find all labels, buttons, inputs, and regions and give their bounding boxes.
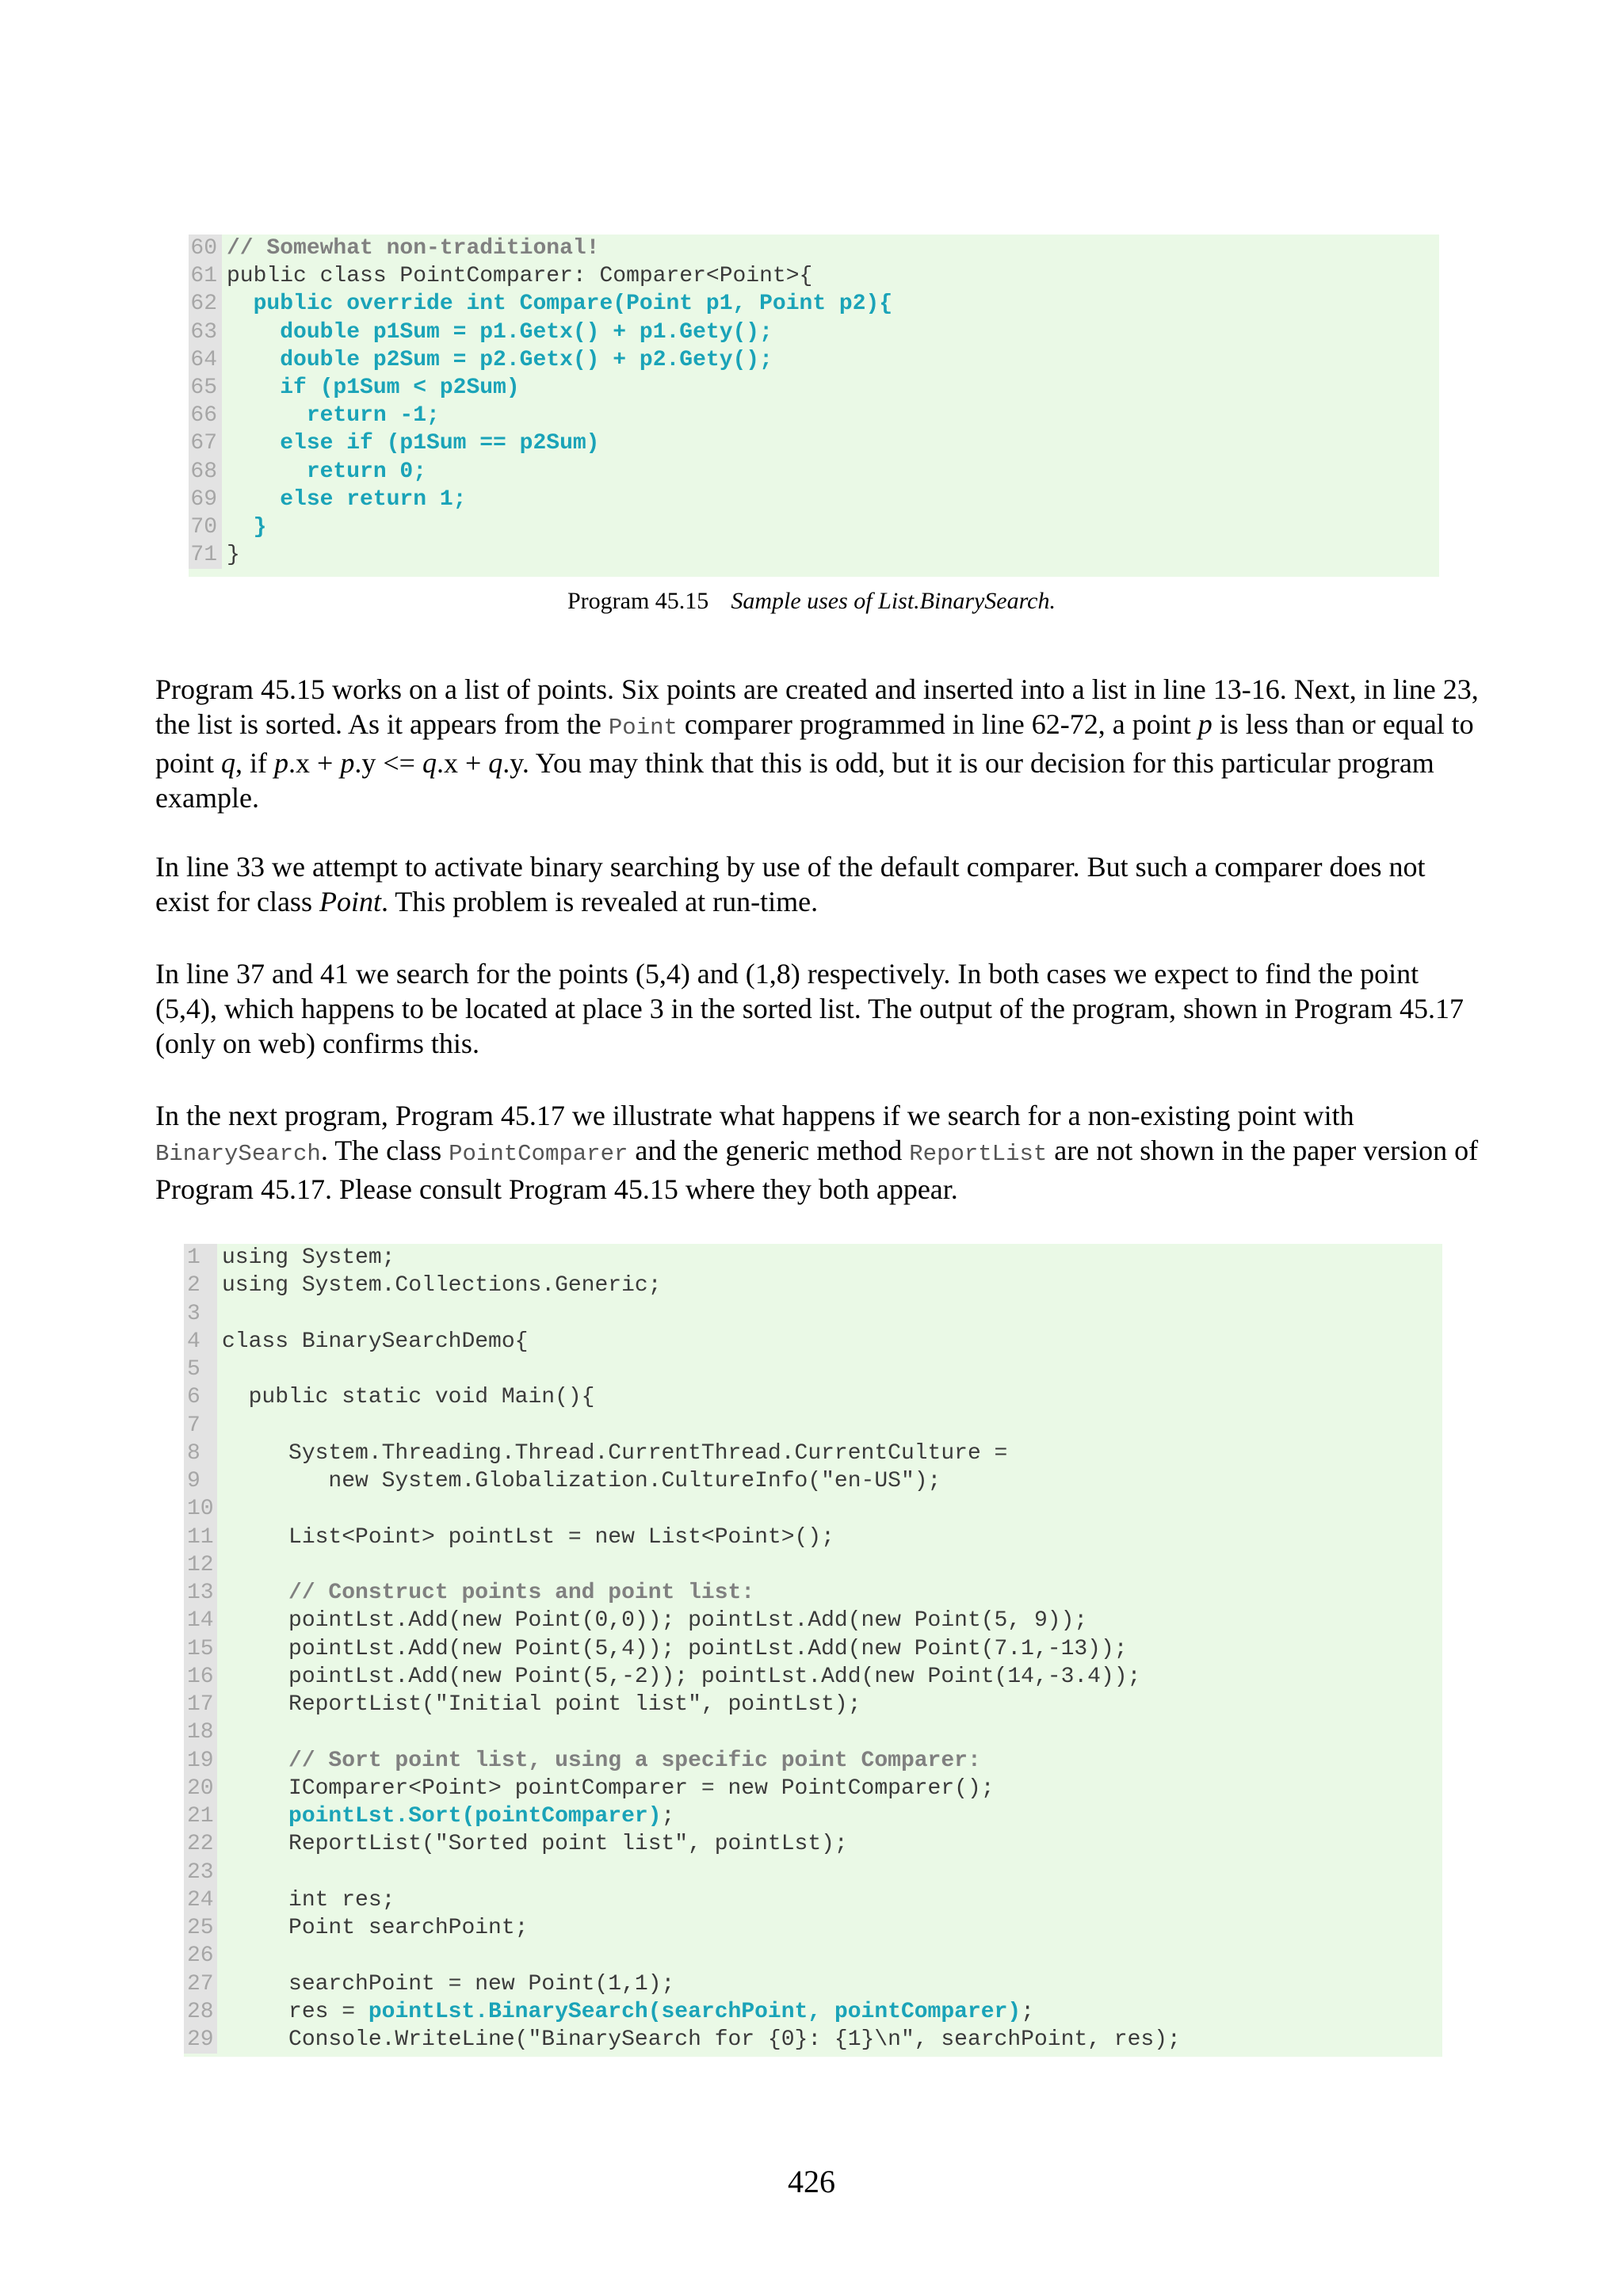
code-segment: public static void Main(){ <box>222 1385 595 1410</box>
para4-code-binarysearch: BinarySearch <box>155 1141 321 1167</box>
line-number: 5 <box>184 1356 217 1383</box>
line-number: 18 <box>184 1718 217 1746</box>
code-line <box>184 1830 1442 1858</box>
code-line <box>184 1998 1442 2026</box>
line-number: 29 <box>184 2026 217 2054</box>
line-number: 68 <box>189 458 222 486</box>
line-number: 64 <box>189 346 222 374</box>
line-number: 62 <box>189 290 222 318</box>
line-number: 23 <box>184 1859 217 1886</box>
code-text <box>217 1691 861 1718</box>
code-text <box>217 1998 1034 2026</box>
line-number: 12 <box>184 1551 217 1579</box>
code-text <box>217 1635 1128 1663</box>
line-number: 69 <box>189 486 222 513</box>
line-number: 19 <box>184 1747 217 1775</box>
code-segment <box>222 1804 288 1829</box>
code-text <box>217 1272 662 1299</box>
code-segment: System.Threading.Thread.CurrentThread.CurrentCulture = <box>222 1440 1008 1466</box>
code-line <box>189 541 1439 569</box>
line-number: 67 <box>189 429 222 457</box>
code-segment: new System.Globalization.CultureInfo("en-US"); <box>222 1469 941 1493</box>
line-number: 14 <box>184 1607 217 1634</box>
caption-title: Sample uses of List.BinarySearch. <box>731 588 1056 614</box>
line-number: 26 <box>184 1942 217 1970</box>
code-line <box>189 318 1439 346</box>
line-number: 17 <box>184 1691 217 1718</box>
code-text <box>217 1802 674 1830</box>
code-line <box>184 1244 1442 1272</box>
code-line <box>184 1802 1442 1830</box>
para1-text-1: Program 45.15 works on a list of points. Six points are created and inserted into a list in line 13-16. Next, in line 23, the list is sorted. As it appears from the <box>155 673 1479 740</box>
line-number: 65 <box>189 374 222 402</box>
para4-code-pointcomparer: PointComparer <box>449 1141 628 1167</box>
code-text <box>217 1495 222 1523</box>
line-number: 27 <box>184 1970 217 1998</box>
code-line <box>189 290 1439 318</box>
code-text: double p1Sum = p1.Getx() + p1.Gety(); <box>227 319 773 345</box>
para1-code-point: Point <box>608 715 678 741</box>
code-text <box>217 1440 1007 1467</box>
code-segment: Point searchPoint; <box>222 1916 529 1940</box>
para2-text-1: In line 33 we attempt to activate binary searching by use of the default comparer. But such a comparer does not exist for class <box>155 851 1426 917</box>
para1-var-p: p <box>1197 708 1212 740</box>
code-line <box>184 1775 1442 1802</box>
code-text: // Somewhat non-traditional! <box>227 236 600 261</box>
code-comment: // Construct points and point list: <box>222 1581 755 1605</box>
code-line <box>184 1383 1442 1411</box>
code-text: } <box>227 543 240 568</box>
paragraph-4 <box>155 1098 1479 1207</box>
code-text <box>217 1300 222 1328</box>
code-text: double p2Sum = p2.Getx() + p2.Gety(); <box>227 347 773 372</box>
code-text <box>217 2026 1181 2054</box>
code-line <box>184 1886 1442 1914</box>
para4-text-1: In the next program, Program 45.17 we illustrate what happens if we search for a non-existing point with <box>155 1100 1354 1131</box>
line-number: 63 <box>189 318 222 346</box>
code-line <box>189 486 1439 513</box>
code-segment: IComparer<Point> pointComparer = new PointComparer(); <box>222 1775 995 1801</box>
para4-text-4: are not shown in the paper version of Program 45.17. Please consult Program 45.15 where they both appear. <box>155 1135 1479 1205</box>
para1-text-4: , if <box>235 747 275 779</box>
line-number: 2 <box>184 1272 217 1299</box>
code-segment: pointLst.Add(new Point(5,4)); pointLst.Add(new Point(7.1,-13)); <box>222 1636 1128 1661</box>
para4-text-3: and the generic method <box>628 1135 910 1166</box>
code-text <box>217 1663 1140 1691</box>
line-number: 16 <box>184 1663 217 1691</box>
code-text: return -1; <box>227 403 440 429</box>
code-segment: List<Point> pointLst = new List<Point>(); <box>222 1524 834 1550</box>
paragraph-2 <box>155 849 1479 919</box>
code-comment: // Sort point list, using a specific point Comparer: <box>222 1748 981 1773</box>
code-line <box>189 429 1439 457</box>
code-line <box>184 1412 1442 1440</box>
line-number: 25 <box>184 1914 217 1942</box>
code-text: else return 1; <box>227 486 467 512</box>
code-line <box>184 1607 1442 1634</box>
code-text <box>217 1970 674 1998</box>
para2-class-point: Point <box>319 886 381 917</box>
para2-text-2: . This problem is revealed at run-time. <box>380 886 819 917</box>
code-text <box>217 1551 222 1579</box>
code-segment: using System.Collections.Generic; <box>222 1273 662 1299</box>
code-line <box>189 458 1439 486</box>
code-segment: pointLst.Add(new Point(0,0)); pointLst.Add(new Point(5, 9)); <box>222 1608 1088 1634</box>
code-listing-2 <box>184 1244 1442 2057</box>
code-segment: ReportList("Initial point list", pointLst); <box>222 1692 861 1717</box>
code-line <box>184 1635 1442 1663</box>
code-text <box>217 1244 395 1272</box>
para1-var-q3: q <box>488 747 503 779</box>
code-line <box>189 374 1439 402</box>
line-number: 60 <box>189 235 222 262</box>
code-line <box>184 1663 1442 1691</box>
para4-code-reportlist: ReportList <box>909 1141 1048 1167</box>
line-number: 6 <box>184 1383 217 1411</box>
code-line <box>184 1942 1442 1970</box>
code-segment: pointLst.Add(new Point(5,-2)); pointLst.Add(new Point(14,-3.4)); <box>222 1664 1141 1689</box>
paragraph-1 <box>155 672 1479 815</box>
line-number: 22 <box>184 1830 217 1858</box>
code-line <box>189 262 1439 290</box>
line-number: 70 <box>189 513 222 541</box>
para1-var-p3: p <box>340 747 355 779</box>
code-text <box>217 1886 395 1914</box>
code-line <box>184 1691 1442 1718</box>
code-text <box>217 1747 981 1775</box>
code-listing-1 <box>189 235 1439 577</box>
code-line <box>184 1970 1442 1998</box>
line-number: 24 <box>184 1886 217 1914</box>
code-text: public override int Compare(Point p1, Point p2){ <box>227 292 893 317</box>
code-line <box>184 2026 1442 2054</box>
line-number: 7 <box>184 1412 217 1440</box>
code-line <box>184 1551 1442 1579</box>
code-highlight: pointLst.Sort(pointComparer) <box>288 1804 662 1829</box>
code-text: public class PointComparer: Comparer<Point>{ <box>227 264 813 289</box>
code-text <box>217 1607 1087 1634</box>
code-segment: ReportList("Sorted point list", pointLst); <box>222 1832 848 1857</box>
para1-text-8: .y. You may think that this is odd, but it is our decision for this particular program example. <box>155 747 1434 814</box>
code-text: return 0; <box>227 459 427 484</box>
code-text <box>217 1328 528 1356</box>
code-text <box>217 1356 222 1383</box>
code-highlight: pointLst.BinarySearch(searchPoint, pointComparer) <box>368 1999 1022 2024</box>
para1-text-2: comparer programmed in line 62-72, a point <box>677 708 1198 740</box>
paragraph-3: In line 37 and 41 we search for the points (5,4) and (1,8) respectively. In both cases we expect to find the point (5,4), which happens to be located at place 3 in the sorted list. The output of the program, shown in Program 45.17 (only on web) confirms this. <box>155 958 1464 1059</box>
line-number: 8 <box>184 1440 217 1467</box>
line-number: 20 <box>184 1775 217 1802</box>
code-text <box>217 1467 941 1495</box>
code-line <box>184 1718 1442 1746</box>
code-segment: ; <box>1021 1999 1034 2024</box>
code-line <box>184 1859 1442 1886</box>
code-text: if (p1Sum < p2Sum) <box>227 375 520 400</box>
line-number: 3 <box>184 1300 217 1328</box>
page-number: 426 <box>788 2164 835 2199</box>
code-segment: res = <box>222 1999 369 2024</box>
code-line <box>189 235 1439 262</box>
code-text <box>217 1524 834 1551</box>
code-line <box>184 1495 1442 1523</box>
code-line <box>184 1914 1442 1942</box>
line-number: 28 <box>184 1998 217 2026</box>
para1-var-q2: q <box>422 747 437 779</box>
code-line <box>184 1524 1442 1551</box>
code-text <box>217 1914 528 1942</box>
code-text <box>217 1718 222 1746</box>
code-text <box>217 1383 594 1411</box>
line-number: 4 <box>184 1328 217 1356</box>
code-line <box>184 1467 1442 1495</box>
code-line <box>184 1328 1442 1356</box>
code-line <box>184 1356 1442 1383</box>
code-segment: class BinarySearchDemo{ <box>222 1329 529 1354</box>
code-line <box>189 346 1439 374</box>
code-line <box>189 402 1439 429</box>
code-segment: searchPoint = new Point(1,1); <box>222 1971 675 1997</box>
code-line <box>184 1272 1442 1299</box>
code-line <box>184 1300 1442 1328</box>
code-line <box>184 1440 1442 1467</box>
para1-var-p2: p <box>274 747 289 779</box>
para1-var-q: q <box>221 747 236 779</box>
line-number: 71 <box>189 541 222 569</box>
line-number: 21 <box>184 1802 217 1830</box>
code-text <box>217 1775 995 1802</box>
para1-text-3: is less than or equal to point <box>155 708 1474 779</box>
para4-text-2: . The class <box>320 1135 449 1166</box>
code-text <box>217 1859 222 1886</box>
code-text: else if (p1Sum == p2Sum) <box>227 431 600 456</box>
line-number: 10 <box>184 1495 217 1523</box>
line-number: 9 <box>184 1467 217 1495</box>
line-number: 11 <box>184 1524 217 1551</box>
caption-label: Program 45.15 <box>567 588 709 614</box>
code-text: } <box>227 514 267 540</box>
line-number: 66 <box>189 402 222 429</box>
para1-text-6: .y <= <box>354 747 422 779</box>
code-line <box>184 1579 1442 1607</box>
code-segment: ; <box>661 1804 675 1829</box>
line-number: 13 <box>184 1579 217 1607</box>
code-text <box>217 1579 754 1607</box>
para1-text-5: .x + <box>288 747 341 779</box>
program-caption <box>0 588 1623 615</box>
para1-text-7: .x + <box>436 747 489 779</box>
code-text <box>217 1412 222 1440</box>
code-segment: using System; <box>222 1245 395 1270</box>
line-number: 15 <box>184 1635 217 1663</box>
code-text <box>217 1830 848 1858</box>
code-text <box>217 1942 222 1970</box>
code-segment: Console.WriteLine("BinarySearch for {0}: {1}\n", searchPoint, res); <box>222 2027 1181 2052</box>
code-line <box>189 513 1439 541</box>
code-segment: int res; <box>222 1887 395 1913</box>
line-number: 61 <box>189 262 222 290</box>
line-number: 1 <box>184 1244 217 1272</box>
code-line <box>184 1747 1442 1775</box>
